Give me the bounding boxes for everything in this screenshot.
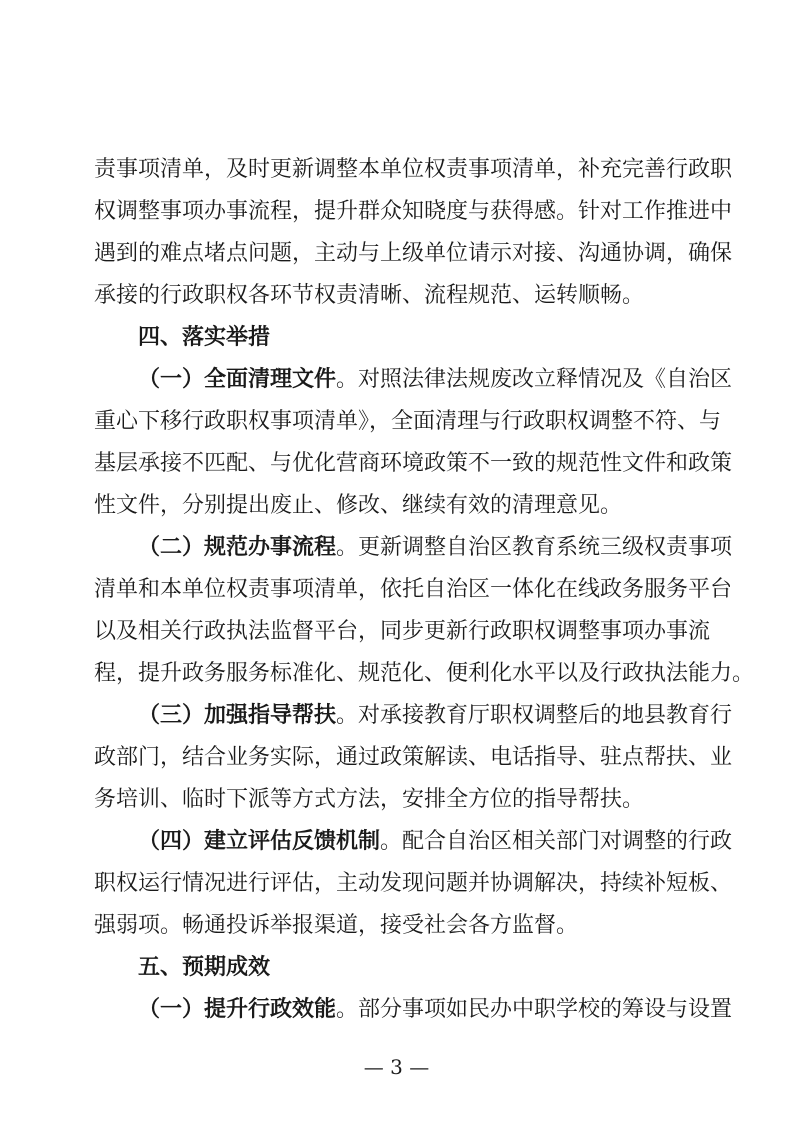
- body-text-line: 性文件，分别提出废止、修改、继续有效的清理意见。: [94, 493, 623, 518]
- body-text-line: 程，提升政务服务标准化、规范化、便利化水平以及行政执法能力。: [94, 661, 755, 686]
- item-text: 。对照法律法规废改立释情况及《自治区: [336, 367, 733, 392]
- paragraph-first-line: [138, 696, 733, 736]
- body-text-line: 基层承接不匹配、与优化营商环境政策不一致的规范性文件和政策: [94, 451, 733, 476]
- body-text-line: 权调整事项办事流程，提升群众知晓度与获得感。针对工作推进中: [94, 199, 733, 224]
- body-text-line: 遇到的难点堵点问题，主动与上级单位请示对接、沟通协调，确保: [94, 241, 733, 266]
- body-text-line: 责事项清单，及时更新调整本单位权责事项清单，补充完善行政职: [94, 157, 733, 182]
- item-title: （三）加强指导帮扶: [138, 703, 337, 728]
- item-text: 。配合自治区相关部门对调整的行政: [380, 829, 733, 854]
- body-text-line: 职权运行情况进行评估，主动发现问题并协调解决，持续补短板、: [94, 871, 733, 896]
- body-text-line: 清单和本单位权责事项清单，依托自治区一体化在线政务服务平台: [94, 577, 733, 602]
- paragraph-first-line: [138, 360, 733, 400]
- item-text: 。对承接教育厅职权调整后的地县教育行: [336, 703, 733, 728]
- body-text-line: 承接的行政职权各环节权责清晰、流程规范、运转顺畅。: [94, 283, 645, 308]
- paragraph-first-line: [138, 822, 733, 862]
- item-title: （四）建立评估反馈机制: [138, 829, 381, 854]
- body-text-line: 以及相关行政执法监督平台，同步更新行政职权调整事项办事流: [94, 619, 711, 644]
- item-text: 。更新调整自治区教育系统三级权责事项: [336, 535, 733, 560]
- item-text: 。部分事项如民办中职学校的筹设与设置: [336, 997, 733, 1022]
- section-heading: 五、预期成效: [138, 955, 271, 980]
- paragraph-first-line: [138, 528, 733, 568]
- paragraph-first-line: [138, 990, 733, 1030]
- section-heading: 四、落实举措: [138, 325, 271, 350]
- body-text-line: 政部门，结合业务实际，通过政策解读、电话指导、驻点帮扶、业: [94, 745, 733, 770]
- item-title: （一）提升行政效能: [138, 997, 337, 1022]
- body-text-line: 务培训、临时下派等方式方法，安排全方位的指导帮扶。: [94, 787, 645, 812]
- page-number: — 3 —: [363, 1055, 430, 1079]
- body-text-line: 强弱项。畅通投诉举报渠道，接受社会各方监督。: [94, 913, 579, 938]
- body-text-line: 重心下移行政职权事项清单》，全面清理与行政职权调整不符、与: [94, 409, 722, 434]
- item-title: （二）规范办事流程: [138, 535, 337, 560]
- item-title: （一）全面清理文件: [138, 367, 337, 392]
